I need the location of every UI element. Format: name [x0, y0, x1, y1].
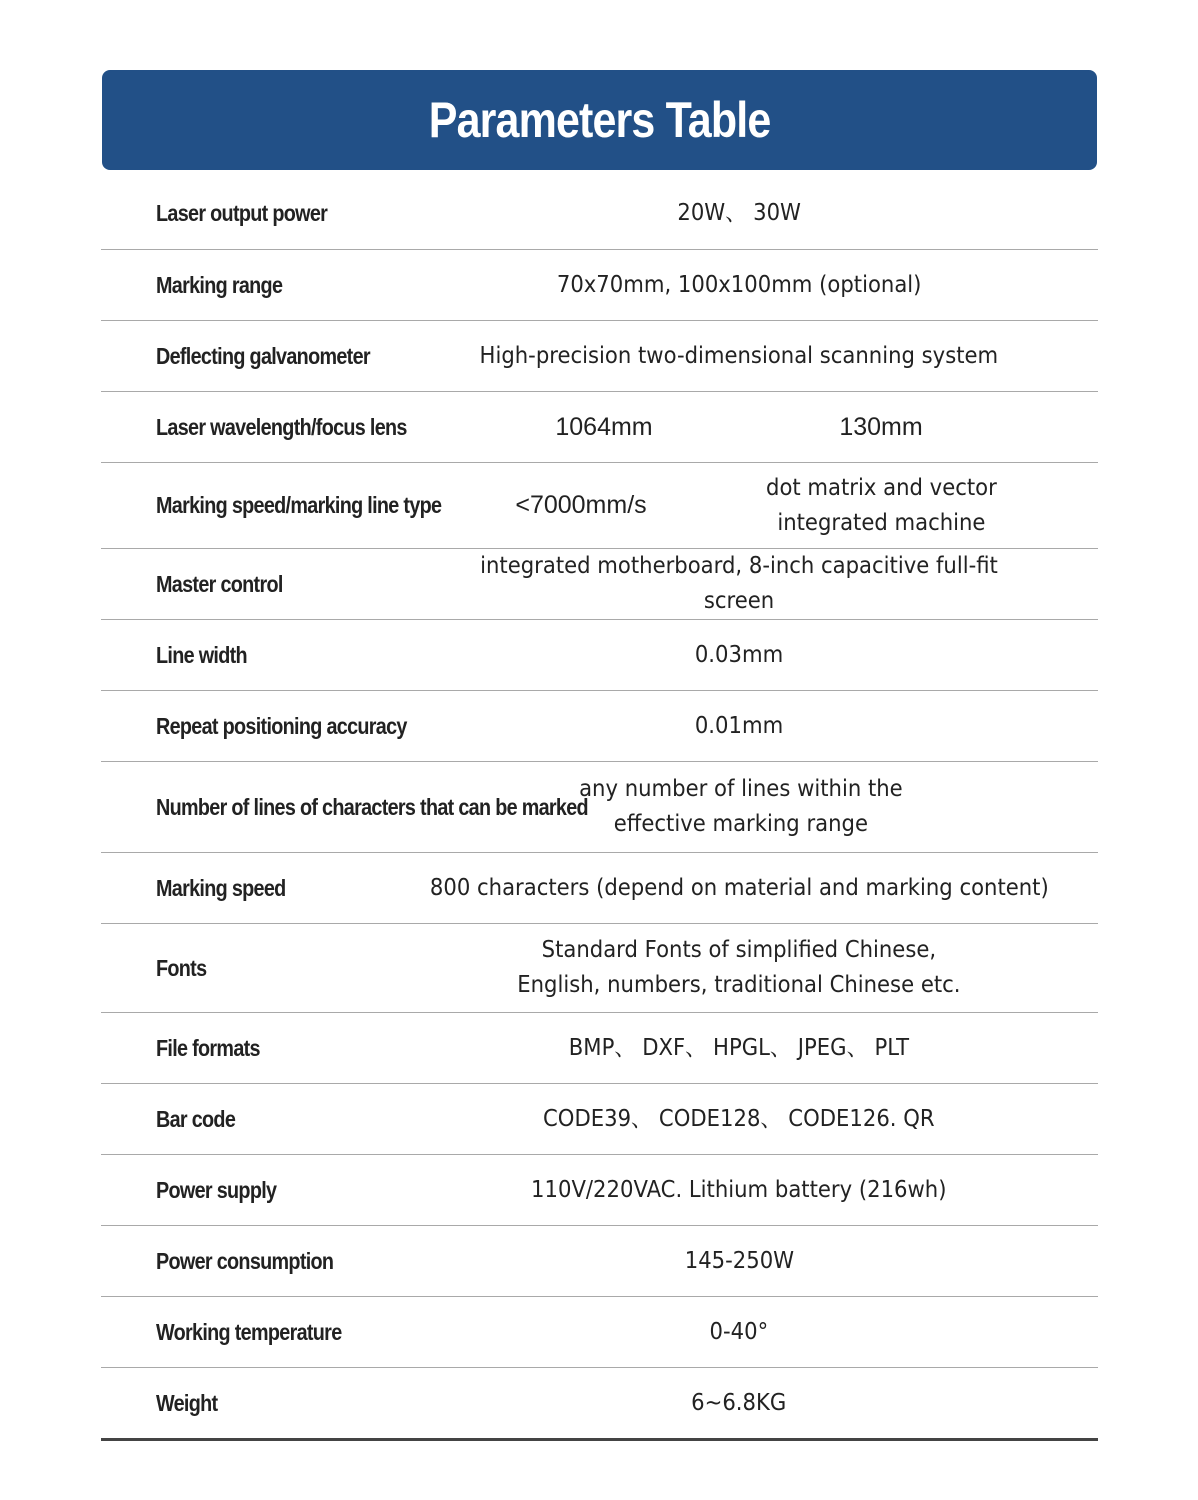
row-value-right: dot matrix and vector integrated machine [765, 474, 997, 536]
row-label: Master control [156, 570, 283, 597]
row-label: Laser wavelength/focus lens [156, 413, 407, 440]
table-row-marking-speed-line-type [101, 463, 1098, 549]
row-label: Repeat positioning accuracy [156, 712, 407, 739]
table-row-power-consumption [101, 1226, 1098, 1297]
row-label: File formats [156, 1034, 260, 1061]
row-label: Deflecting galvanometer [156, 342, 370, 369]
table-row-weight [101, 1368, 1098, 1441]
table-row-working-temperature [101, 1297, 1098, 1368]
row-value: 0.01mm [694, 712, 784, 739]
row-value: 110V/220VAC. Lithium battery (216wh) [531, 1176, 947, 1203]
table-row-marking-speed [101, 853, 1098, 924]
row-value-right: 130mm [839, 412, 923, 441]
row-value: any number of lines within the effective marking range [579, 776, 903, 837]
row-label: Weight [156, 1389, 218, 1416]
table-row-bar-code [101, 1084, 1098, 1155]
table-row-file-formats [101, 1013, 1098, 1084]
table-row-power-supply [101, 1155, 1098, 1226]
row-label: Fonts [156, 954, 207, 981]
table-row-fonts [101, 924, 1098, 1013]
row-value: 20W、 30W [677, 200, 801, 226]
row-label: Power supply [156, 1176, 277, 1203]
row-value: 6~6.8KG [691, 1389, 787, 1416]
table-row-master-control [101, 549, 1098, 620]
row-label: Laser output power [156, 200, 328, 226]
row-label: Number of lines of characters that can be marked [156, 793, 588, 820]
row-value-left: 1064mm [555, 412, 653, 441]
row-value: 0.03mm [694, 641, 784, 668]
table-row-deflecting-galvanometer [101, 321, 1098, 392]
row-label: Marking speed/marking line type [156, 492, 442, 518]
row-label: Bar code [156, 1105, 236, 1132]
table-row-laser-wavelength-focus-lens [101, 392, 1098, 463]
table-row-laser-output-power [101, 178, 1098, 250]
table-row-repeat-positioning-accuracy [101, 691, 1098, 762]
row-label: Working temperature [156, 1318, 342, 1345]
row-value: 800 characters (depend on material and marking content) [429, 874, 1049, 901]
page-title: Parameters Table [428, 92, 771, 148]
row-value: Standard Fonts of simplified Chinese, English, numbers, traditional Chinese etc. [517, 937, 961, 998]
row-value: 0-40° [709, 1318, 769, 1345]
row-value: integrated motherboard, 8-inch capacitive full-fit screen [480, 553, 998, 614]
parameters-table [101, 178, 1098, 1441]
row-value: CODE39、 CODE128、 CODE126. QR [543, 1105, 935, 1132]
row-value: High-precision two-dimensional scanning system [479, 342, 999, 369]
table-row-line-width [101, 620, 1098, 691]
table-row-marking-range [101, 250, 1098, 321]
row-value: 70x70mm, 100x100mm (optional) [556, 271, 922, 298]
row-label: Line width [156, 641, 247, 668]
row-value: 145-250W [684, 1247, 794, 1274]
row-value-left: <7000mm/s [515, 491, 647, 519]
row-label: Power consumption [156, 1247, 334, 1274]
row-label: Marking range [156, 271, 283, 298]
row-label: Marking speed [156, 874, 286, 901]
parameters-table-header [102, 70, 1097, 170]
row-value: BMP、 DXF、 HPGL、 JPEG、 PLT [568, 1034, 910, 1061]
table-row-number-of-lines [101, 762, 1098, 853]
